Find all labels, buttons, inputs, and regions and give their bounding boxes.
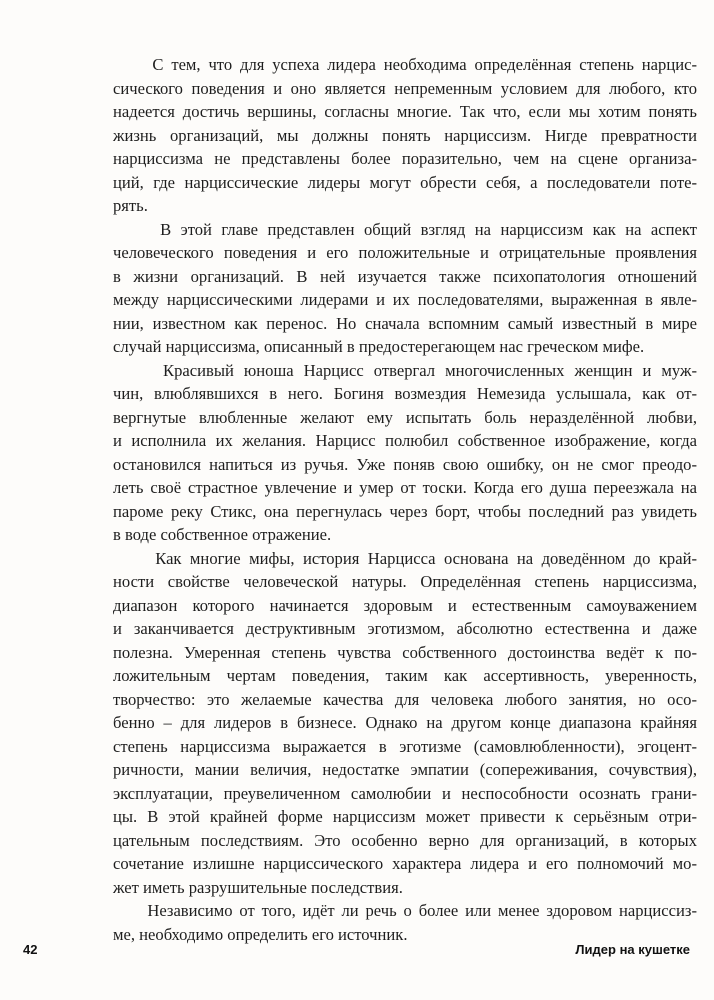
text-line: ме, необходимо определить его источник. [113,924,408,944]
text-line: человеческого поведения и его положительные и отрицательные проявления [113,243,697,262]
text-line: бенно – для лидеров в бизнесе. Однако на другом конце диапазона крайняя [113,713,697,732]
text-line: Независимо от того, идёт ли речь о более или менее здоровом нарциссиз- [113,901,697,920]
text-line: С тем, что для успеха лидера необходима определённая степень нарцис- [113,55,697,74]
text-line: диапазон которого начинается здоровым и естественным самоуважением [113,595,697,615]
text-line: эксплуатации, преувеличенном самолюбии и неспособности осознать грани- [113,783,697,803]
text-line: Как многие мифы, история Нарцисса основана на доведённом до край- [113,548,697,568]
text-line: в воде собственное отражение. [113,525,332,544]
text-line: ций, где нарциссические лидеры могут обрести себя, а последователи поте- [113,172,697,192]
text-line: надеется достичь вершины, согласны многие. Так что, если мы хотим понять [113,102,697,121]
page-number: 42 [23,942,38,957]
text-line: жизнь организаций, мы должны понять нарциссизм. Нигде превратности [113,125,697,145]
text-line: ности свойстве человеческой натуры. Определённая степень нарциссизма, [113,572,697,591]
text-line: нарциссизма не представлены более поразительно, чем на сцене организа- [113,149,697,168]
text-line: остановился напиться из ручья. Уже поняв свою ошибку, он не смог преодо- [113,454,697,474]
text-line: цательным последствиям. Это особенно верно для организаций, в которых [113,830,697,850]
text-line: рять. [113,196,148,215]
text-line: В этой главе представлен общий взгляд на нарциссизм как на аспект [113,219,697,239]
text-line: творчество: это желаемые качества для человека любого занятия, но осо- [113,689,697,709]
text-line: ложительным чертам поведения, таким как ассертивность, уверенность, [113,666,697,685]
text-line: ричности, мании величия, недостатке эмпатии (сопереживания, сочувствия), [113,760,697,779]
text-line: и заканчивается деструктивным эготизмом, абсолютно естественна и даже [113,619,697,638]
text-line: леть своё страстное увлечение и умер от тоски. Когда его душа переезжала на [113,478,697,497]
text-line: степень нарциссизма выражается в эготизме (самовлюбленности), эгоцент- [113,736,697,756]
text-line: и исполнила их желания. Нарцисс полюбил собственное изображение, когда [113,431,697,450]
body-text [113,53,697,946]
text-line: вергнутые влюбленные желают ему испытать боль неразделённой любви, [113,407,697,427]
text-line: между нарциссическими лидерами и их последователями, выраженная в явле- [113,290,697,309]
text-line: сического поведения и оно является непременным условием для любого, кто [113,78,697,98]
text-line: пароме реку Стикс, она перегнулась через борт, чтобы последний раз увидеть [113,501,697,521]
text-line: чин, влюблявшихся в него. Богиня возмездия Немезида услышала, как от- [113,384,697,403]
running-footer-title: Лидер на кушетке [575,942,690,957]
text-line: жет иметь разрушительные последствия. [113,877,403,897]
text-line: Красивый юноша Нарцисс отвергал многочисленных женщин и муж- [113,360,697,380]
text-line: полезна. Умеренная степень чувства собственного достоинства ведёт к по- [113,642,697,662]
text-line: сочетание излишне нарциссического характера лидера и его полномочий мо- [113,854,697,873]
text-line: цы. В этой крайней форме нарциссизм может привести к серьёзным отри- [113,807,697,826]
text-line: в жизни организаций. В ней изучается также психопатология отношений [113,266,697,286]
text-line: случай нарциссизма, описанный в предостерегающем нас греческом мифе. [113,337,645,356]
text-line: нии, известном как перенос. Но сначала вспомним самый известный в мире [113,313,697,333]
